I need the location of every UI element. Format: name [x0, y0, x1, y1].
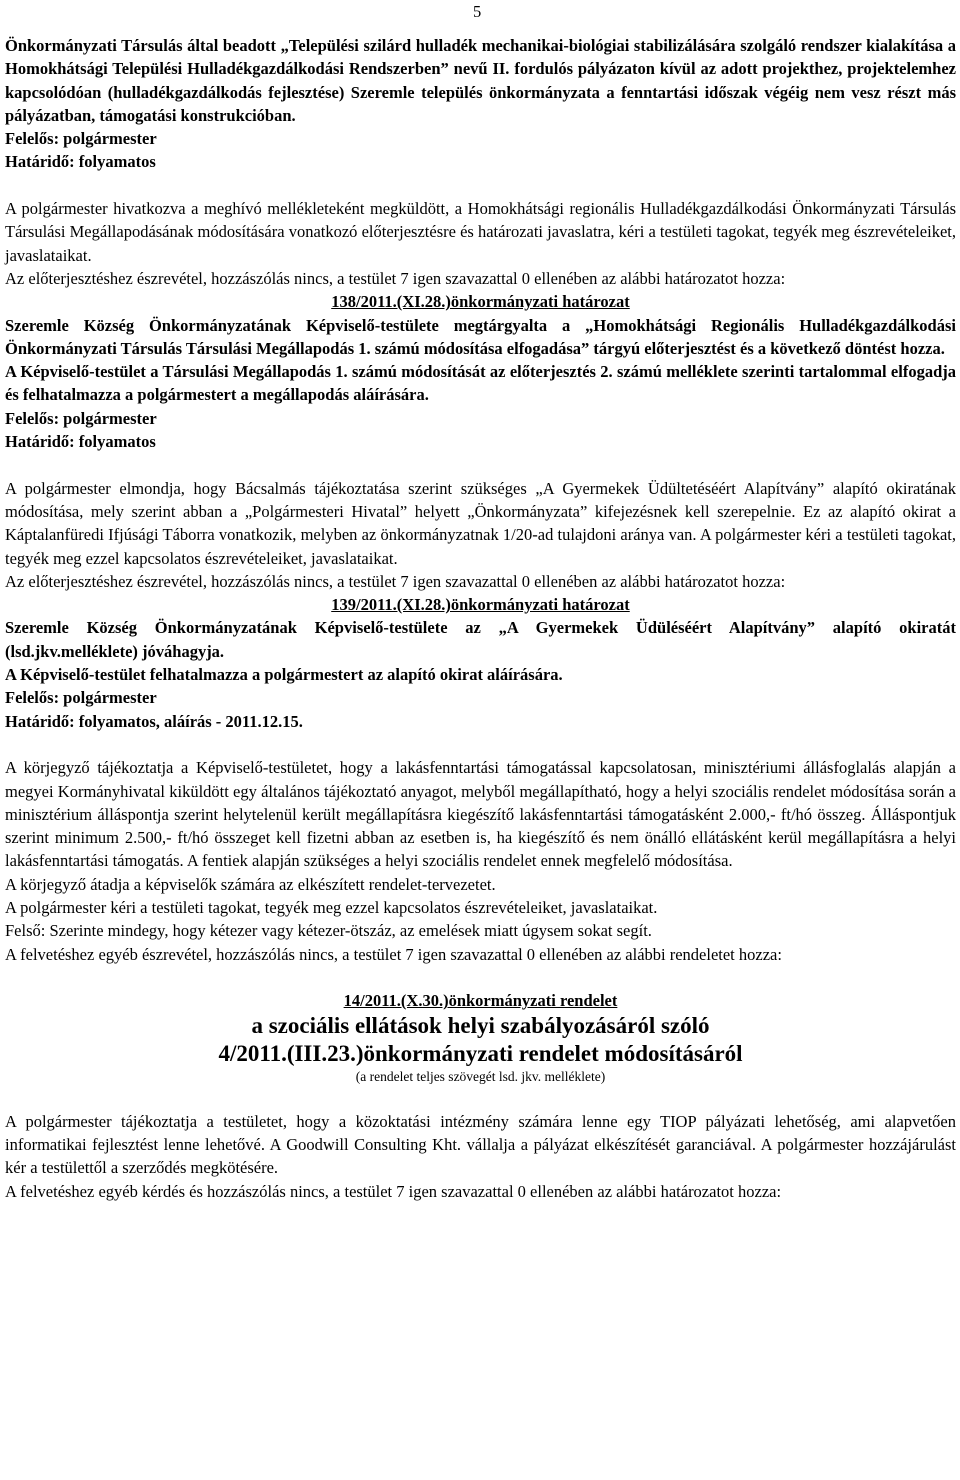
decree-title-line1: a szociális ellátások helyi szabályozásáról szóló	[251, 1013, 710, 1039]
resolution-138-felelos: Felelős: polgármester	[5, 408, 157, 428]
resolution-138-text: Szeremle Község Önkormányzatának Képviselő-testülete megtárgyalta a „Homokhátsági Regionális Hulladékgazdálkodási Önkormányzati Társulás Társulási Megállapodás 1. számú módosítása elfogadása” tárgyú előterjesztést és a következő döntést hozza.	[5, 315, 956, 358]
intro-paragraph: Önkormányzati Társulás által beadott „Települési szilárd hulladék mechanikai-biológiai stabilizálására szolgáló rendszer kialakítása a Homokhátsági Települési Hulladékgazdálkodási Rendszerben” nevű II. fordulós pályázaton kívül az adott projekthez, projektelemhez kapcsolódóan (hulladékgazdálkodás fejlesztése) Szeremle település önkormányzata a fenntartási időszak végéig nem vesz részt más pályázatban, támogatási konstrukcióban.	[5, 36, 956, 125]
section4-paragraph: A polgármester tájékoztatja a testületet, hogy a közoktatási intézmény számára lenne egy TIOP pályázati lehetőség, ami alapvetően informatikai fejlesztést lenne lehetővé. A Goodwill Consulting Kht. vállalja a pályázat elkészítését garanciával. A polgármester hozzájárulást kér a testülettől a szerződés megkötésére.	[5, 1111, 956, 1178]
section3-paragraph-2: A körjegyző átadja a képviselők számára az elkészített rendelet-tervezetet.	[5, 874, 496, 894]
section1-paragraph: A polgármester hivatkozva a meghívó mellékleteként megküldött, a Homokhátsági regionális Hulladékgazdálkodási Önkormányzati Társulás Társulási Megállapodásának módosítására vonatkozó előterjesztésre és határozati javaslatra, kéri a testületi tagokat, tegyék meg észrevételeiket, javaslataikat.	[5, 199, 956, 265]
spacer	[5, 453, 956, 476]
spacer	[5, 174, 956, 197]
section4-vote-paragraph: A felvetéshez egyéb kérdés és hozzászólás nincs, a testület 7 igen szavazattal 0 ellenében az alábbi határozatot hozza:	[5, 1181, 782, 1201]
resolution-138-text2: A Képviselő-testület a Társulási Megállapodás 1. számú módosítását az előterjesztés 2. számú melléklete szerinti tartalommal elfogadja és felhatalmazza a polgármestert a megállapodás aláírására.	[5, 362, 956, 405]
intro-hatarido: Határidő: folyamatos	[5, 152, 156, 172]
intro-felelos: Felelős: polgármester	[5, 129, 157, 149]
decree-note: (a rendelet teljes szövegét lsd. jkv. melléklete)	[355, 1069, 606, 1085]
resolution-139-number: 139/2011.(XI.28.)önkormányzati határozat	[331, 595, 630, 615]
section3-paragraph-3: A polgármester kéri a testületi tagokat, tegyék meg ezzel kapcsolatos észrevételeiket, javaslataikat.	[5, 897, 658, 917]
document-body	[5, 34, 956, 1203]
section2-paragraph: A polgármester elmondja, hogy Bácsalmás tájékoztatása szerint szükséges „A Gyermekek Üdültetéséért Alapítvány” alapító okiratának módosítása, mely szerint abban a „Polgármesteri Hivatal” helyett „Önkormányzata” kifejezésnek kell szerepelnie. Ez az alapító okirat a Káptalanfüredi Ifjúsági Táborra vonatkozik, melyben az önkormányzatnak 1/20-ad tulajdoni aránya van. A polgármester kéri a testületi tagokat, tegyék meg ezzel kapcsolatos észrevételeiket, javaslataikat.	[5, 478, 956, 568]
section1-vote-paragraph: Az előterjesztéshez észrevétel, hozzászólás nincs, a testület 7 igen szavazattal 0 ellenében az alábbi határozatot hozza:	[5, 268, 786, 288]
decree-title-line2: 4/2011.(III.23.)önkormányzati rendelet módosításáról	[218, 1041, 743, 1067]
spacer	[5, 733, 956, 756]
resolution-138-number: 138/2011.(XI.28.)önkormányzati határozat	[331, 292, 630, 312]
spacer	[5, 1086, 956, 1109]
section2-vote-paragraph: Az előterjesztéshez észrevétel, hozzászólás nincs, a testület 7 igen szavazattal 0 ellenében az alábbi határozatot hozza:	[5, 571, 786, 591]
page-number: 5	[473, 2, 482, 21]
resolution-139-hatarido: Határidő: folyamatos, aláírás - 2011.12.15.	[5, 711, 303, 731]
section3-vote-paragraph: A felvetéshez egyéb észrevétel, hozzászólás nincs, a testület 7 igen szavazattal 0 ellenében az alábbi rendeletet hozza:	[5, 944, 782, 964]
resolution-139-text: Szeremle Község Önkormányzatának Képviselő-testülete az „A Gyermekek Üdüléséért Alapítvány” alapító okiratát (lsd.jkv.melléklete) jóváhagyja.	[5, 618, 956, 661]
resolution-138-hatarido: Határidő: folyamatos	[5, 432, 156, 452]
section3-paragraph-4: Felső: Szerinte mindegy, hogy kétezer vagy kétezer-ötszáz, az emelések miatt úgysem sokat segít.	[5, 921, 652, 941]
spacer	[5, 966, 956, 989]
resolution-139-text2: A Képviselő-testület felhatalmazza a polgármestert az alapító okirat aláírására.	[5, 665, 563, 685]
section3-paragraph: A körjegyző tájékoztatja a Képviselő-testületet, hogy a lakásfenntartási támogatással kapcsolatosan, minisztériumi állásfoglalás alapján a megyei Kormányhivatal kiküldött egy általános tájékoztató anyagot, melyből megállapítható, hogy a helyi szociális rendelet módosítása során a minisztérium álláspontja szerint helytelenül került megállapításra kiegészítő lakásfenntartási támogatásként 2.000,- ft/hó összeg. Álláspontjuk szerint minimum 2.500,- ft/hó összeget kell fizetni abban az esetben is, ha kiegészítő és nem önálló ellátásként kerül megállapításra a helyi lakásfenntartási támogatás. A fentiek alapján szükséges a helyi szociális rendelet ennek megfelelő módosítása.	[5, 758, 956, 871]
resolution-139-felelos: Felelős: polgármester	[5, 688, 157, 708]
decree-number: 14/2011.(X.30.)önkormányzati rendelet	[343, 991, 618, 1011]
